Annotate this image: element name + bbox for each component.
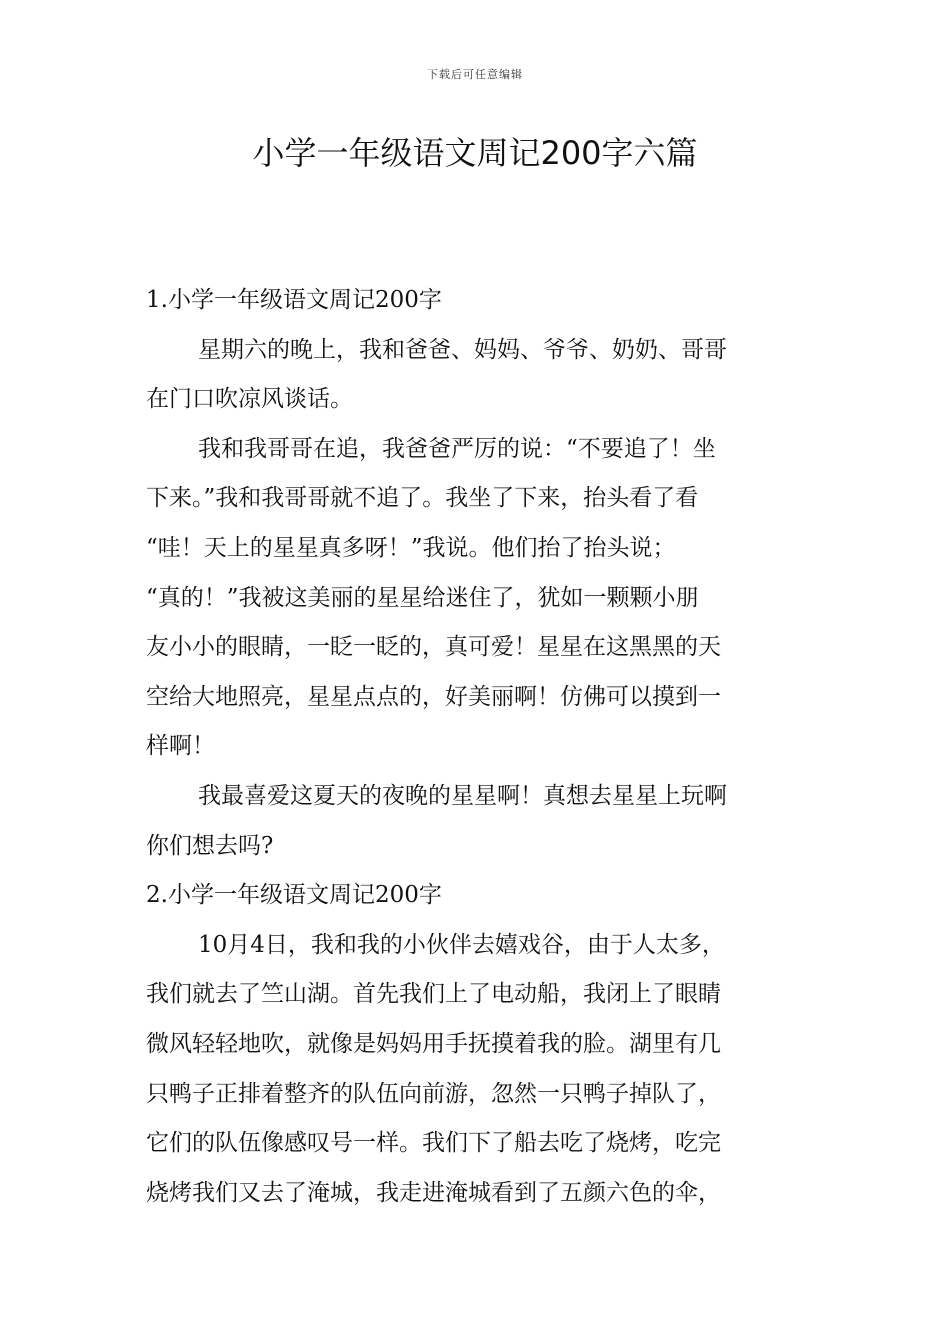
header-note: 下载后可任意编辑 [427, 68, 523, 81]
section-heading-2: 2.小学一年级语文周记200字 [146, 882, 442, 909]
paragraph-line: “真的！”我被这美丽的星星给迷住了，犹如一颗颗小朋 [146, 584, 699, 611]
paragraph-line: “哇！天上的星星真多呀！”我说。他们抬了抬头说； [146, 534, 676, 561]
paragraph-line: 下来。”我和我哥哥就不追了。我坐了下来，抬头看了看 [146, 485, 699, 512]
paragraph-line: 我们就去了竺山湖。首先我们上了电动船，我闭上了眼睛 [146, 981, 721, 1008]
paragraph-line: 样啊！ [146, 733, 215, 760]
paragraph-line: 星期六的晚上，我和爸爸、妈妈、爷爷、奶奶、哥哥 [198, 336, 727, 363]
paragraph-line: 微风轻轻地吹，就像是妈妈用手抚摸着我的脸。湖里有几 [146, 1030, 721, 1057]
page-title: 小学一年级语文周记200字六篇 [252, 134, 698, 172]
section-heading-1: 1.小学一年级语文周记200字 [146, 287, 442, 313]
paragraph-line: 空给大地照亮，星星点点的，好美丽啊！仿佛可以摸到一 [146, 683, 721, 710]
paragraph-line: 你们想去吗? [146, 832, 274, 859]
paragraph-line: 在门口吹凉风谈话。 [146, 386, 353, 413]
paragraph-line: 友小小的眼睛，一眨一眨的，真可爱！星星在这黑黑的天 [146, 634, 721, 661]
paragraph-line: 只鸭子正排着整齐的队伍向前游，忽然一只鸭子掉队了， [146, 1080, 721, 1107]
document-body [146, 276, 806, 1218]
paragraph-line: 烧烤我们又去了淹城，我走进淹城看到了五颜六色的伞， [146, 1179, 721, 1206]
paragraph-line: 我和我哥哥在追，我爸爸严厉的说：“不要追了！坐 [198, 435, 716, 462]
paragraph-line: 它们的队伍像感叹号一样。我们下了船去吃了烧烤，吃完 [146, 1130, 721, 1157]
paragraph-line: 我最喜爱这夏天的夜晚的星星啊！真想去星星上玩啊 [198, 782, 727, 809]
paragraph-line: 10月4日，我和我的小伙伴去嬉戏谷，由于人太多， [198, 931, 725, 958]
